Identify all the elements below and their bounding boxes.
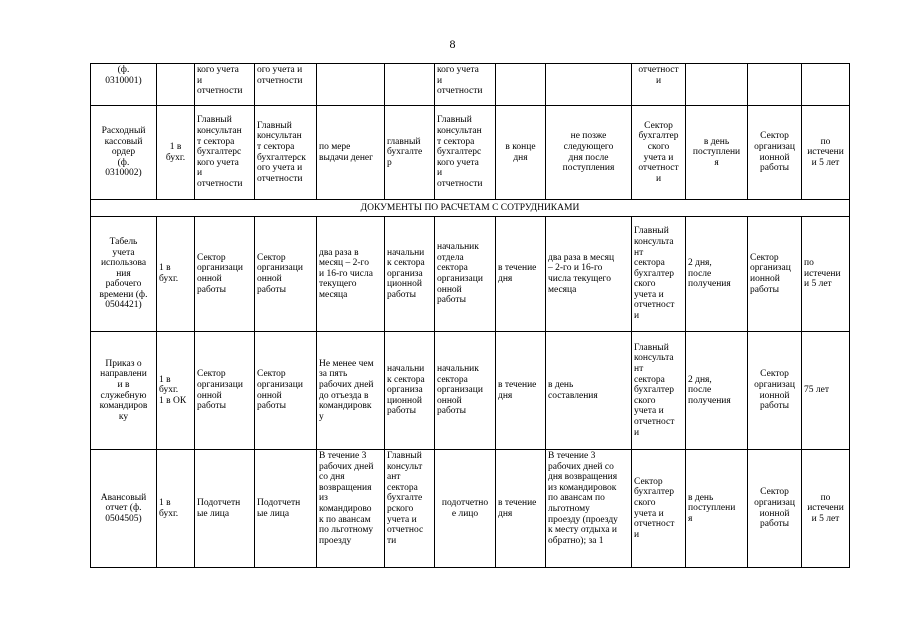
cell-executor: начальник сектора организаци онной работы [435,332,496,450]
cell-executor: Главный консультан т сектора бухгалтерс кого учета и отчетности [435,106,496,200]
cell-deadline: Не менее чем за пять рабочих дней до отъезда в командировк у [317,332,385,450]
cell-form: Табель учета использова ния рабочего времени (ф. 0504421) [91,217,157,332]
cell-deadline [317,64,385,106]
cell-signed-by: начальни к сектора организа ционной работы [385,217,435,332]
table-row [91,332,850,450]
cell-recipient: Главный консульта нт сектора бухгалтер ского учета и отчетност и [632,217,686,332]
cell-signed-by: начальни к сектора организа ционной работы [385,332,435,450]
cell-form: Авансовый отчет (ф. 0504505) [91,450,157,568]
cell-retention: по истечени и 5 лет [802,106,850,200]
cell-copies [157,64,195,106]
cell-prepared-by: кого учета и отчетности [195,64,255,106]
cell-form: (ф. 0310001) [91,64,157,106]
cell-submit-deadline: В течение 3 рабочих дней со дня возвращения из командировок по авансам по льготному проезду (проезду к месту отдыха и обратно); за 1 [546,450,632,568]
cell-recipient: Главный консульта нт сектора бухгалтер ского учета и отчетност и [632,332,686,450]
cell-submit-deadline [546,64,632,106]
cell-executor: кого учета и отчетности [435,64,496,106]
page-number: 8 [449,37,456,51]
cell-signed-by [385,64,435,106]
section-header-row [91,200,850,217]
document-register-table [90,63,850,568]
cell-prepared-by: Подотчетн ые лица [195,450,255,568]
cell-copies: 1 в бухг. [157,217,195,332]
cell-signed-by: главный бухгалте р [385,106,435,200]
cell-deadline: два раза в месяц – 2-го и 16-го числа текущего месяца [317,217,385,332]
cell-retention: по истечени и 5 лет [802,217,850,332]
table-row [91,106,850,200]
cell-responsible: Сектор организаци онной работы [255,217,317,332]
section-header: ДОКУМЕНТЫ ПО РАСЧЕТАМ С СОТРУДНИКАМИ [91,200,850,217]
cell-responsible: ого учета и отчетности [255,64,317,106]
cell-retention: 75 лет [802,332,850,450]
cell-recipient: отчетност и [632,64,686,106]
cell-prepared-by: Сектор организаци онной работы [195,217,255,332]
cell-receive-time [686,64,748,106]
cell-retention [802,64,850,106]
cell-receive-time: 2 дня, после получения [686,332,748,450]
cell-responsible: Главный консультан т сектора бухгалтерск ого учета и отчетности [255,106,317,200]
cell-copies: 1 в бухг. 1 в ОК [157,332,195,450]
cell-time [496,64,546,106]
cell-submit-deadline: не позже следующего дня после поступления [546,106,632,200]
cell-copies: 1 в бухг. [157,106,195,200]
cell-prepared-by: Главный консультан т сектора бухгалтерс кого учета и отчетности [195,106,255,200]
cell-time: в конце дня [496,106,546,200]
cell-time: в течение дня [496,332,546,450]
cell-time: в течение дня [496,217,546,332]
table-row [91,217,850,332]
cell-executor: начальник отдела сектора организаци онной работы [435,217,496,332]
table-row [91,450,850,568]
cell-recipient: Сектор бухгалтер ского учета и отчетност и [632,450,686,568]
cell-submit-deadline: два раза в месяц – 2-го и 16-го числа текущего месяца [546,217,632,332]
cell-submit-deadline: в день составления [546,332,632,450]
cell-receive-time: в день поступлени я [686,106,748,200]
cell-form: Приказ о направлени и в служебную командиров ку [91,332,157,450]
cell-deadline: по мере выдачи денег [317,106,385,200]
cell-copies: 1 в бухг. [157,450,195,568]
cell-archive: Сектор организац ионной работы [748,217,802,332]
cell-responsible: Подотчетн ые лица [255,450,317,568]
cell-archive: Сектор организац ионной работы [748,332,802,450]
cell-receive-time: в день поступлени я [686,450,748,568]
cell-deadline: В течение 3 рабочих дней со дня возвращения из командирово к по авансам по льготному проезду [317,450,385,568]
cell-retention: по истечени и 5 лет [802,450,850,568]
cell-time: в течение дня [496,450,546,568]
cell-responsible: Сектор организаци онной работы [255,332,317,450]
cell-receive-time: 2 дня, после получения [686,217,748,332]
cell-form: Расходный кассовый ордер (ф. 0310002) [91,106,157,200]
table-row [91,64,850,106]
cell-signed-by: Главный консульт ант сектора бухгалте рского учета и отчетнос ти [385,450,435,568]
cell-archive [748,64,802,106]
cell-archive: Сектор организац ионной работы [748,106,802,200]
cell-executor: подотчетно е лицо [435,450,496,568]
cell-prepared-by: Сектор организаци онной работы [195,332,255,450]
cell-recipient: Сектор бухгалтер ского учета и отчетност и [632,106,686,200]
cell-archive: Сектор организац ионной работы [748,450,802,568]
